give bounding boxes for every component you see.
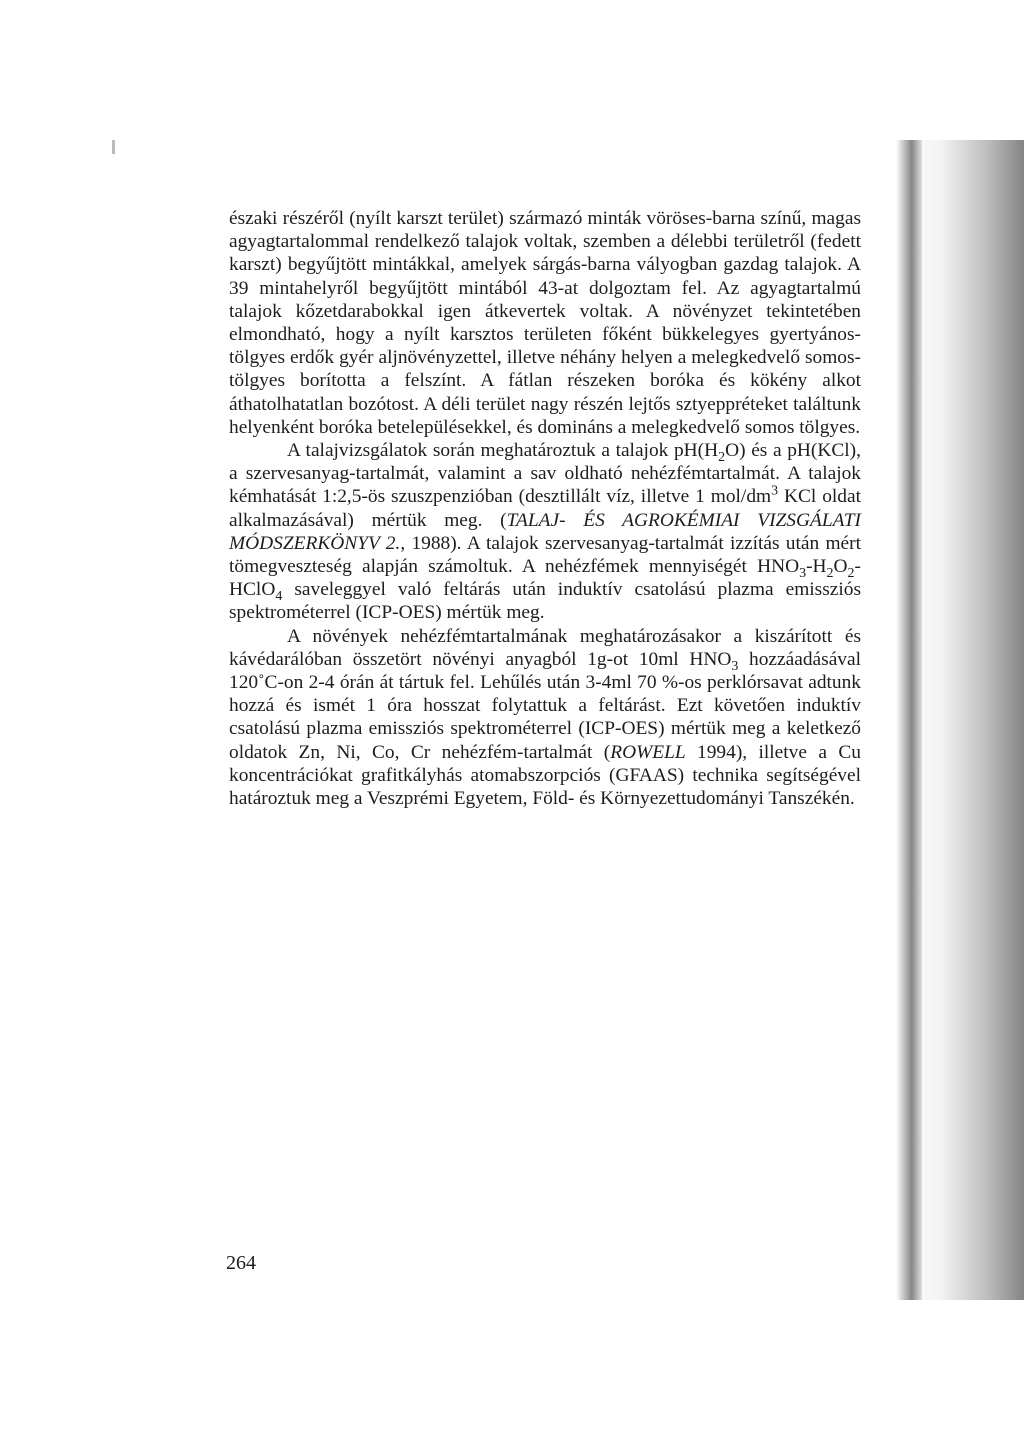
text-run: -HClO (229, 556, 861, 601)
subscript: 2 (847, 565, 855, 581)
italic-citation: ROWELL (610, 741, 686, 763)
text-run: északi részéről (nyílt karszt terület) származó minták vöröses-barna színű, magas agyagtartalommal rendelkező talajok voltak, szemben a délebbi területről (fedett karszt) begyűjtött mintákkal, amelyek sárgás-barna vályogban gazdag talajok. A 39 mintahelyről begyűjtött mintából 43-at dolgoztam fel. Az agyagtartalmú talajok kőzetdarabokkal igen átkevertek voltak. A növényzet tekintetében elmondható, hogy a nyílt karsztos területen főként bükkelegyes gyertyános-tölgyes erdők gyér aljnövényzettel, illetve néhány helyen a melegkedvelő somos-tölgyes borította a felszínt. A fátlan részeken boróka és kökény alkot áthatolhatatlan bozótost. A déli terület nagy részén lejtős sztyeppréteket találtunk helyenként boróka betelepülésekkel, és domináns a melegkedvelő somos tölgyes. (229, 208, 861, 438)
superscript: 3 (771, 483, 779, 499)
page-number: 264 (226, 1252, 256, 1274)
subscript: 4 (275, 589, 283, 605)
paragraph-2 (229, 439, 861, 625)
scan-binding-shadow (896, 140, 922, 1300)
paragraph-3 (229, 625, 861, 811)
paragraph-1 (229, 207, 861, 439)
text-run: saveleggyel való feltárás után induktív csatolású plazma emissziós spektrométerrel (ICP-OES) mértük meg. (229, 579, 861, 624)
text-run: hozzáadásával 120˚C-on 2-4 órán át tártuk fel. Lehűlés után 3-4ml 70 %-os perklórsavat adtunk hozzá és ismét 1 óra hosszat folytattuk a feltárást. Ezt követően induktív csatolású plazma emissziós spektrométerrel (ICP-OES) mértük meg a keletkező oldatok Zn, Ni, Co, Cr nehézfém-tartalmát ( (229, 648, 861, 763)
scan-artifact-mark (112, 140, 115, 154)
text-run: KCl oldat alkalmazásával) mértük meg. ( (229, 486, 861, 531)
subscript: 3 (799, 565, 807, 581)
italic-citation: TALAJ- ÉS AGROKÉMIAI VIZSGÁLATI MÓDSZERKÖNYV 2. (229, 509, 862, 554)
text-run: A talajvizsgálatok során meghatároztuk a talajok pH(H (287, 440, 719, 462)
text-run: 1994), illetve a Cu koncentrációkat grafitkályhás atomabszorpciós (GFAAS) technika segítségével határoztuk meg a Veszprémi Egyetem, Föld- és Környezettudományi Tanszékén. (229, 741, 862, 810)
text-run: -H (806, 556, 827, 578)
text-run: O (833, 556, 848, 578)
subscript: 2 (718, 449, 726, 465)
text-run: A növények nehézfémtartalmának meghatározásakor a kiszárított és kávédarálóban összetört növényi anyagból 1g-ot 10ml HNO (229, 625, 861, 670)
subscript: 3 (731, 658, 739, 674)
text-run: , 1988). A talajok szervesanyag-tartalmát izzítás után mért tömegveszteség alapján számoltuk. A nehézfémek mennyiségét HNO (229, 532, 862, 578)
text-run: O) és a pH(KCl), a szervesanyag-tartalmát, valamint a sav oldható nehézfémtartalmát. A talajok kémhatását 1:2,5-ös szuszpenzióban (desztillált víz, illetve 1 mol/dm (229, 440, 861, 508)
body-text (229, 207, 861, 810)
subscript: 2 (826, 565, 834, 581)
